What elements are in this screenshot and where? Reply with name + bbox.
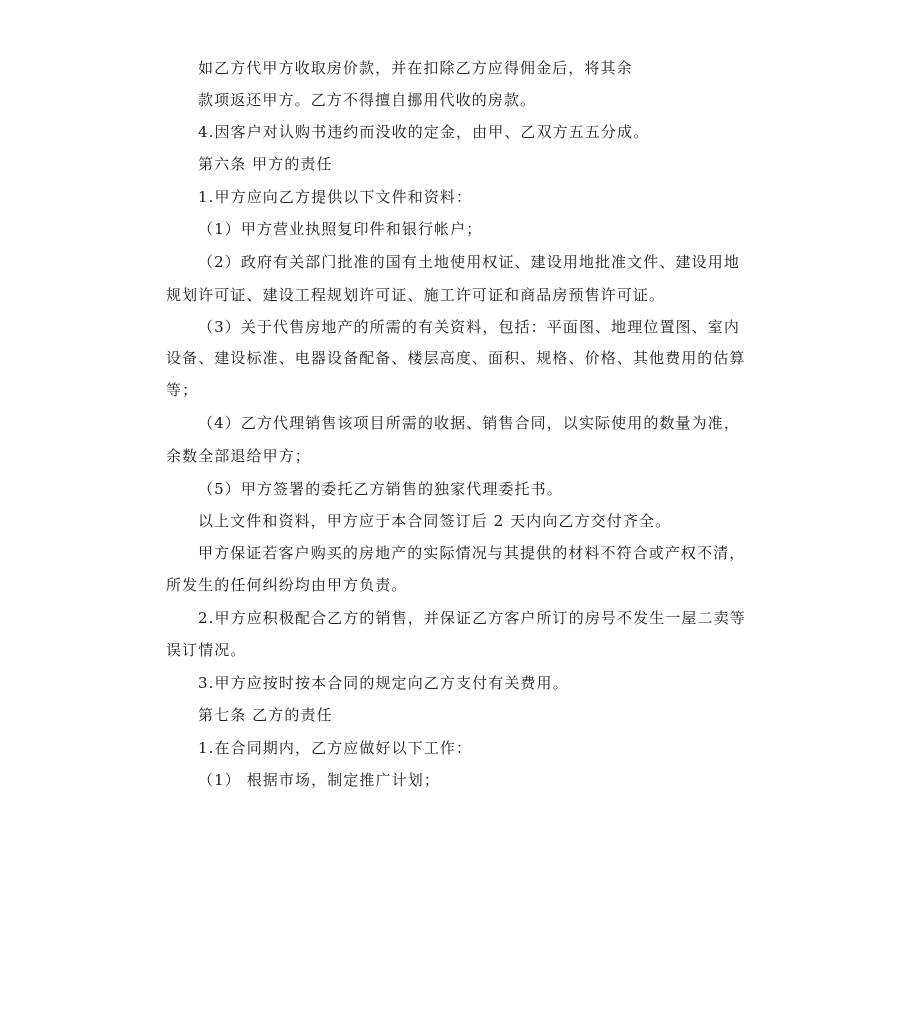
list-item: （4）乙方代理销售该项目所需的收据、销售合同，以实际使用的数量为准， — [198, 414, 740, 432]
paragraph-line: 以上文件和资料，甲方应于本合同签订后 2 天内向乙方交付齐全。 — [198, 512, 672, 530]
paragraph-line: 如乙方代甲方收取房价款，并在扣除乙方应得佣金后，将其余 — [198, 59, 633, 77]
paragraph-line: 4.因客户对认购书违约而没收的定金，由甲、乙双方五五分成。 — [198, 123, 650, 141]
paragraph-line: 1.在合同期内，乙方应做好以下工作： — [198, 739, 473, 757]
section-heading: 第六条 甲方的责任 — [198, 155, 333, 173]
list-item: （1）甲方营业执照复印件和银行帐户； — [198, 220, 483, 238]
paragraph-line: 所发生的任何纠纷均由甲方负责。 — [166, 576, 408, 594]
paragraph-line: 款项返还甲方。乙方不得擅自挪用代收的房款。 — [198, 91, 537, 109]
list-item: （3）关于代售房地产的所需的有关资料，包括：平面图、地理位置图、室内 — [198, 318, 740, 336]
paragraph-line: 余数全部退给甲方； — [166, 447, 311, 465]
paragraph-line: 1.甲方应向乙方提供以下文件和资料： — [198, 188, 473, 206]
paragraph-line: 规划许可证、建设工程规划许可证、施工许可证和商品房预售许可证。 — [166, 286, 666, 304]
paragraph-line: 等； — [166, 381, 199, 399]
paragraph-line: 甲方保证若客户购买的房地产的实际情况与其提供的材料不符合或产权不清， — [198, 544, 746, 562]
list-item: （2）政府有关部门批准的国有土地使用权证、建设用地批准文件、建设用地 — [198, 253, 740, 271]
paragraph-line: 3.甲方应按时按本合同的规定向乙方支付有关费用。 — [198, 674, 569, 692]
paragraph-line: 设备、建设标准、电器设备配备、楼层高度、面积、规格、价格、其他费用的估算 — [166, 349, 746, 367]
section-heading: 第七条 乙方的责任 — [198, 706, 333, 724]
list-item: （1） 根据市场，制定推广计划； — [198, 771, 440, 789]
paragraph-line: 2.甲方应积极配合乙方的销售，并保证乙方客户所订的房号不发生一屋二卖等 — [198, 609, 746, 627]
paragraph-line: 误订情况。 — [166, 641, 247, 659]
list-item: （5）甲方签署的委托乙方销售的独家代理委托书。 — [198, 480, 563, 498]
